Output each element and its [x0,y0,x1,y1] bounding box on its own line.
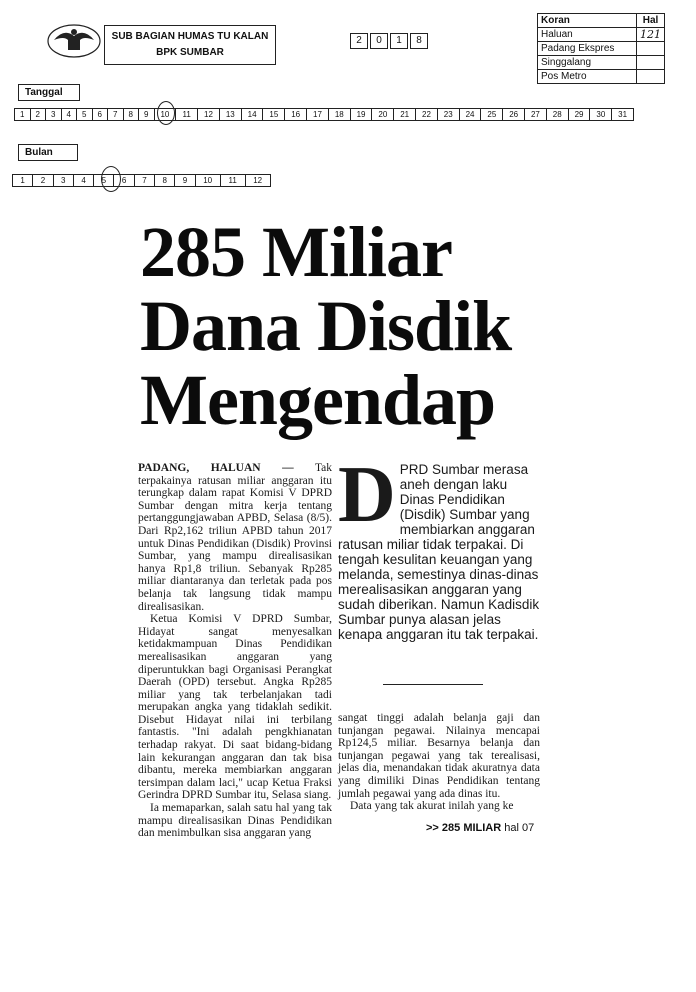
office-unit: BPK SUMBAR [156,47,224,58]
day-cell: 18 [329,109,351,120]
day-cell: 16 [285,109,307,120]
article-paragraph: Ketua Komisi V DPRD Sumbar, Hidayat sangat menyesalkan ketidakmampuan Dinas Pendidikan merealisasikan anggaran yang diperuntukkan bagi Organisasi Perangkat Daerah (OPD) tersebut. Angka Rp285 miliar yang tak terbelanjakan tadi merupakan angka yang tidaklah sedikit. Disebut Hidayat nilai ini terbilang fantastis. "Ini adalah pengkhianatan terhadap rakyat. Di saat bidang-bidang lain kekurangan anggaran dan tak bisa dibantu, mereka membiarkan anggaran tersimpan dalam laci," ucap Ketua Fraksi Gerindra DPRD Sumbar itu, Selasa siang. [138,613,332,802]
article-lead [338,451,544,642]
year-digit: 0 [370,33,388,49]
office-header-box [104,25,276,65]
lead-text: PRD Sumbar merasa aneh dengan laku Dinas Pendidikan (Disdik) Sumbar yang membiarkan anggaran ratusan miliar tidak terpakai. Di tengah kesulitan keuangan yang melanda, semestinya dinas-dinas merealisasikan anggaran yang sudah diberikan. Namun Kadisdik Sumbar punya alasan jelas kenapa anggaran itu tak terpakai. [338,462,540,642]
day-cell: 5 [77,109,93,120]
day-cell: 7 [108,109,124,120]
page-number [637,56,665,70]
continued-page: hal 07 [504,822,535,834]
selected-month-circle [101,166,121,192]
day-cell: 31 [618,110,628,119]
day-cell: 12 [198,109,220,120]
day-cell: 28 [547,109,569,120]
continued-reference [426,822,534,834]
day-cell: 22 [416,109,438,120]
month-cell: 10 [196,175,221,186]
day-cell: 29 [569,109,591,120]
newspaper-name: Singgalang [538,56,637,70]
month-cell: 1 [13,175,33,186]
article-column-left [138,462,332,840]
month-cell: 12 [253,176,263,185]
headline-line: 285 Miliar [140,212,452,292]
day-cell: 17 [307,109,329,120]
day-cell: 9 [139,109,155,120]
article-paragraph: Data yang tak akurat inilah yang ke [350,800,514,813]
day-cell: 1 [15,109,31,120]
month-selector-row [12,174,271,187]
month-cell: 6 [114,175,134,186]
year-digit: 8 [410,33,428,49]
article-paragraph: sangat tinggi adalah belanja gaji dan tunjangan pegawai. Nilainya mencapai Rp124,5 miliar. Besarnya belanja dan tunjangan pegawai yang tak terealisasi, jelas dia, menandakan tidak akuratnya data yang dimiliki Dinas Pendidikan tentang jumlah pegawai yang ada dinas itu. [338,712,540,800]
day-cell: 23 [438,109,460,120]
page-number-handwritten: 121 [637,28,665,42]
day-cell: 10 [155,109,177,120]
day-cell: 8 [124,109,140,120]
date-label: Tanggal [18,84,80,101]
dateline: PADANG, HALUAN — [138,462,294,474]
day-cell: 20 [372,109,394,120]
article-column-right [338,712,540,813]
day-cell: 3 [46,109,62,120]
day-cell: 2 [31,109,47,120]
month-label: Bulan [18,144,78,161]
year-digit: 2 [350,33,368,49]
page-number [637,42,665,56]
month-cell: 3 [54,175,74,186]
year-digit: 1 [390,33,408,49]
month-cell: 8 [155,175,175,186]
day-cell: 15 [263,109,285,120]
day-cell: 6 [93,109,109,120]
month-cell: 4 [74,175,94,186]
selected-day-circle [157,101,175,125]
newspaper-name: Padang Ekspres [538,42,637,56]
day-cell: 27 [525,109,547,120]
newspaper-column-header: Koran [538,14,637,28]
year-boxes [350,33,430,49]
newspaper-name: Haluan [538,28,637,42]
day-selector-row [14,108,634,121]
article-headline [140,212,560,440]
article-paragraph: Ia memaparkan, salah satu hal yang tak mampu direalisasikan Dinas Pendidikan dan menimbulkan sisa anggaran yang [138,802,332,840]
page-column-header: Hal [637,14,665,28]
newspaper-table [537,13,665,84]
day-cell: 19 [351,109,373,120]
month-cell: 7 [135,175,155,186]
day-cell: 25 [481,109,503,120]
headline-line: Dana Disdik [140,286,512,366]
headline-line: Mengendap [140,360,496,440]
month-cell: 9 [175,175,195,186]
garuda-emblem-icon [46,22,102,60]
drop-cap: D [338,451,396,539]
month-cell: 11 [221,175,246,186]
month-cell: 5 [94,175,114,186]
article-paragraph: PADANG, HALUAN — Tak terpakainya ratusan miliar anggaran itu terungkap dalam rapat Komisi V DPRD Sumbar dengan mitra kerja tentang pertanggungjawaban APBD, Selasa (8/5). Dari Rp2,162 triliun APBD tahun 2017 untuk Dinas Pendidikan (Disdik) Provinsi Sumbar, yang mampu direalisasikan hanya Rp1,8 triliun. Sebanyak Rp285 miliar diantaranya dan terletak pada pos belanja tak langsung tidak mampu direalisasikan. [138,462,333,613]
month-cell: 2 [33,175,53,186]
continued-title: >> 285 MILIAR [426,822,502,834]
day-cell: 13 [220,109,242,120]
office-name: SUB BAGIAN HUMAS TU KALAN [111,31,269,42]
page-number [637,70,665,84]
day-cell: 14 [242,109,264,120]
newspaper-name: Pos Metro [538,70,637,84]
day-cell: 21 [394,109,416,120]
day-cell: 11 [176,109,198,120]
day-cell: 26 [503,109,525,120]
day-cell: 24 [460,109,482,120]
day-cell: 30 [590,109,612,120]
lead-divider [383,684,483,685]
day-cell: 4 [62,109,78,120]
